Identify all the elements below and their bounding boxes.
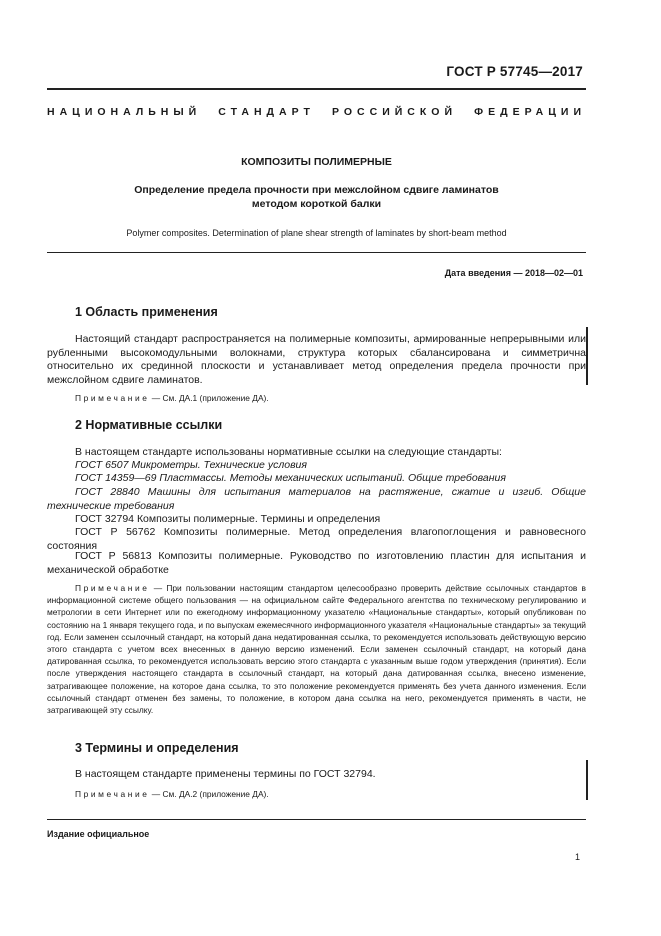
note-text: — См. ДА.2 (приложение ДА). xyxy=(149,789,269,799)
top-divider xyxy=(47,88,586,90)
official-edition-label: Издание официальное xyxy=(47,829,150,839)
section-3-heading: 3 Термины и определения xyxy=(75,741,239,755)
note-text: — См. ДА.1 (приложение ДА). xyxy=(149,393,269,403)
section-2-note xyxy=(47,582,586,716)
section-2-heading: 2 Нормативные ссылки xyxy=(75,418,223,432)
document-title: КОМПОЗИТЫ ПОЛИМЕРНЫЕ xyxy=(241,156,392,168)
section-1-text: Настоящий стандарт распространяется на полимерные композиты, армированные непрерывными или рубленными высокомодульными волокнами, структура которых сбалансирована и симметрична относительно их срединной плоскости и устанавливает метод определения предела прочности при межслойном сдвиге ламинатов. xyxy=(47,333,586,386)
page-number: 1 xyxy=(574,852,580,862)
note-label: Примечание xyxy=(75,789,150,799)
section-1-heading: 1 Область применения xyxy=(75,305,218,319)
subtitle-line-1: Определение предела прочности при межслойном сдвиге ламинатов xyxy=(134,184,499,196)
national-standard-title: НАЦИОНАЛЬНЫЙ СТАНДАРТ РОССИЙСКОЙ ФЕДЕРАЦИИ xyxy=(47,106,586,118)
footer-divider xyxy=(47,819,586,820)
change-bar xyxy=(586,760,588,800)
standard-number: ГОСТ Р 57745—2017 xyxy=(446,64,583,79)
document-subtitle xyxy=(47,183,586,211)
note-label: Примечание xyxy=(75,393,150,403)
reference-item: ГОСТ 14359—69 Пластмассы. Методы механических испытаний. Общие требования xyxy=(75,472,506,484)
section-3-note xyxy=(75,788,586,800)
section-2-intro: В настоящем стандарте использованы нормативные ссылки на следующие стандарты: xyxy=(75,446,502,458)
reference-item: ГОСТ Р 56813 Композиты полимерные. Руководство по изготовлению пластин для испытания и механической обработке xyxy=(47,550,586,576)
note-label: Примечание xyxy=(75,583,150,593)
introduction-date: Дата введения — 2018—02—01 xyxy=(444,268,583,278)
reference-item: ГОСТ 6507 Микрометры. Технические условия xyxy=(75,459,308,471)
reference-item: ГОСТ Р 56762 Композиты полимерные. Метод определения влагопоглощения и равновесного состояния xyxy=(47,526,586,552)
reference-item: ГОСТ 32794 Композиты полимерные. Термины и определения xyxy=(75,513,381,525)
section-3-text: В настоящем стандарте применены термины по ГОСТ 32794. xyxy=(75,768,376,780)
reference-item: ГОСТ 28840 Машины для испытания материалов на растяжение, сжатие и изгиб. Общие технические требования xyxy=(47,486,586,512)
english-title: Polymer composites. Determination of plane shear strength of laminates by short-beam method xyxy=(126,228,507,238)
change-bar xyxy=(586,327,588,385)
section-1-note xyxy=(75,392,586,404)
subtitle-line-2: методом короткой балки xyxy=(251,198,382,210)
note-text: — При пользовании настоящим стандартом целесообразно проверить действие ссылочных стандартов в информационной системе общего пользования — на официальном сайте Федерального агентства по техническому регулированию и метрологии в сети Интернет или по ежегодному информационному указателю «Национальные стандарты», который опубликован по состоянию на 1 января текущего года, и по выпускам ежемесячного информационного указателя «Национальные стандарты» за текущий год. Если заменен ссылочный стандарт, на который дана недатированная ссылка, то рекомендуется использовать действующую версию этого стандарта с учетом всех внесенных в данную версию изменений. Если заменен ссылочный стандарт, на который дана датированная ссылка, то рекомендуется использовать версию этого стандарта с указанным выше годом утверждения (принятия). Если после утверждения настоящего стандарта в ссылочный стандарт, на который дана датированная ссылка, внесено изменение, затрагивающее положение, на которое дана ссылка, то это положение рекомендуется применять без учета данного изменения. Если ссылочный стандарт отменен без замены, то положение, в котором дана ссылка на него, рекомендуется применять в части, не затрагивающей эту ссылку. xyxy=(47,583,586,716)
title-divider xyxy=(47,252,586,253)
